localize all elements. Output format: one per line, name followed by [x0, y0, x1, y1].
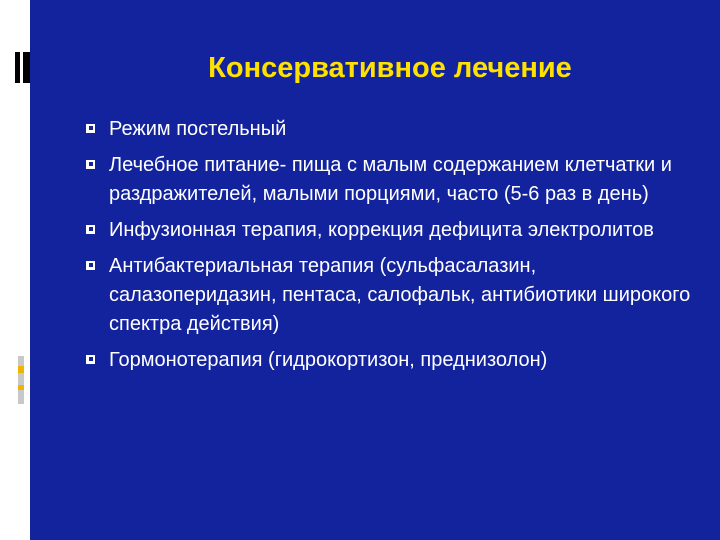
- bullet-text: Гормонотерапия (гидрокортизон, преднизолон): [109, 349, 548, 371]
- bullet-item: [86, 216, 696, 245]
- bullet-text: Лечебное питание- пища с малым содержанием клетчатки и раздражителей, малыми порциями, часто (5-6 раз в день): [109, 154, 672, 205]
- square-bullet-icon: [86, 355, 95, 364]
- square-bullet-icon: [86, 225, 95, 234]
- bullet-list: [86, 115, 696, 382]
- bullet-item: [86, 115, 696, 144]
- bullet-text: Антибактериальная терапия (сульфасалазин, салазоперидазин, пентаса, салофальк, антибиотики широкого спектра действия): [109, 255, 691, 335]
- slide-title: Консервативное лечение: [208, 52, 572, 84]
- white-decoration-line: [20, 52, 23, 83]
- bullet-text: Режим постельный: [109, 118, 287, 140]
- bullet-item: [86, 151, 696, 209]
- square-bullet-icon: [86, 160, 95, 169]
- gold-decoration-mark: [18, 366, 24, 373]
- gray-decoration-strip: [18, 356, 24, 404]
- square-bullet-icon: [86, 124, 95, 133]
- square-bullet-icon: [86, 261, 95, 270]
- bullet-text: Инфузионная терапия, коррекция дефицита электролитов: [109, 219, 654, 241]
- bullet-item: [86, 346, 696, 375]
- gold-decoration-mark-secondary: [18, 385, 24, 390]
- bullet-item: [86, 252, 696, 339]
